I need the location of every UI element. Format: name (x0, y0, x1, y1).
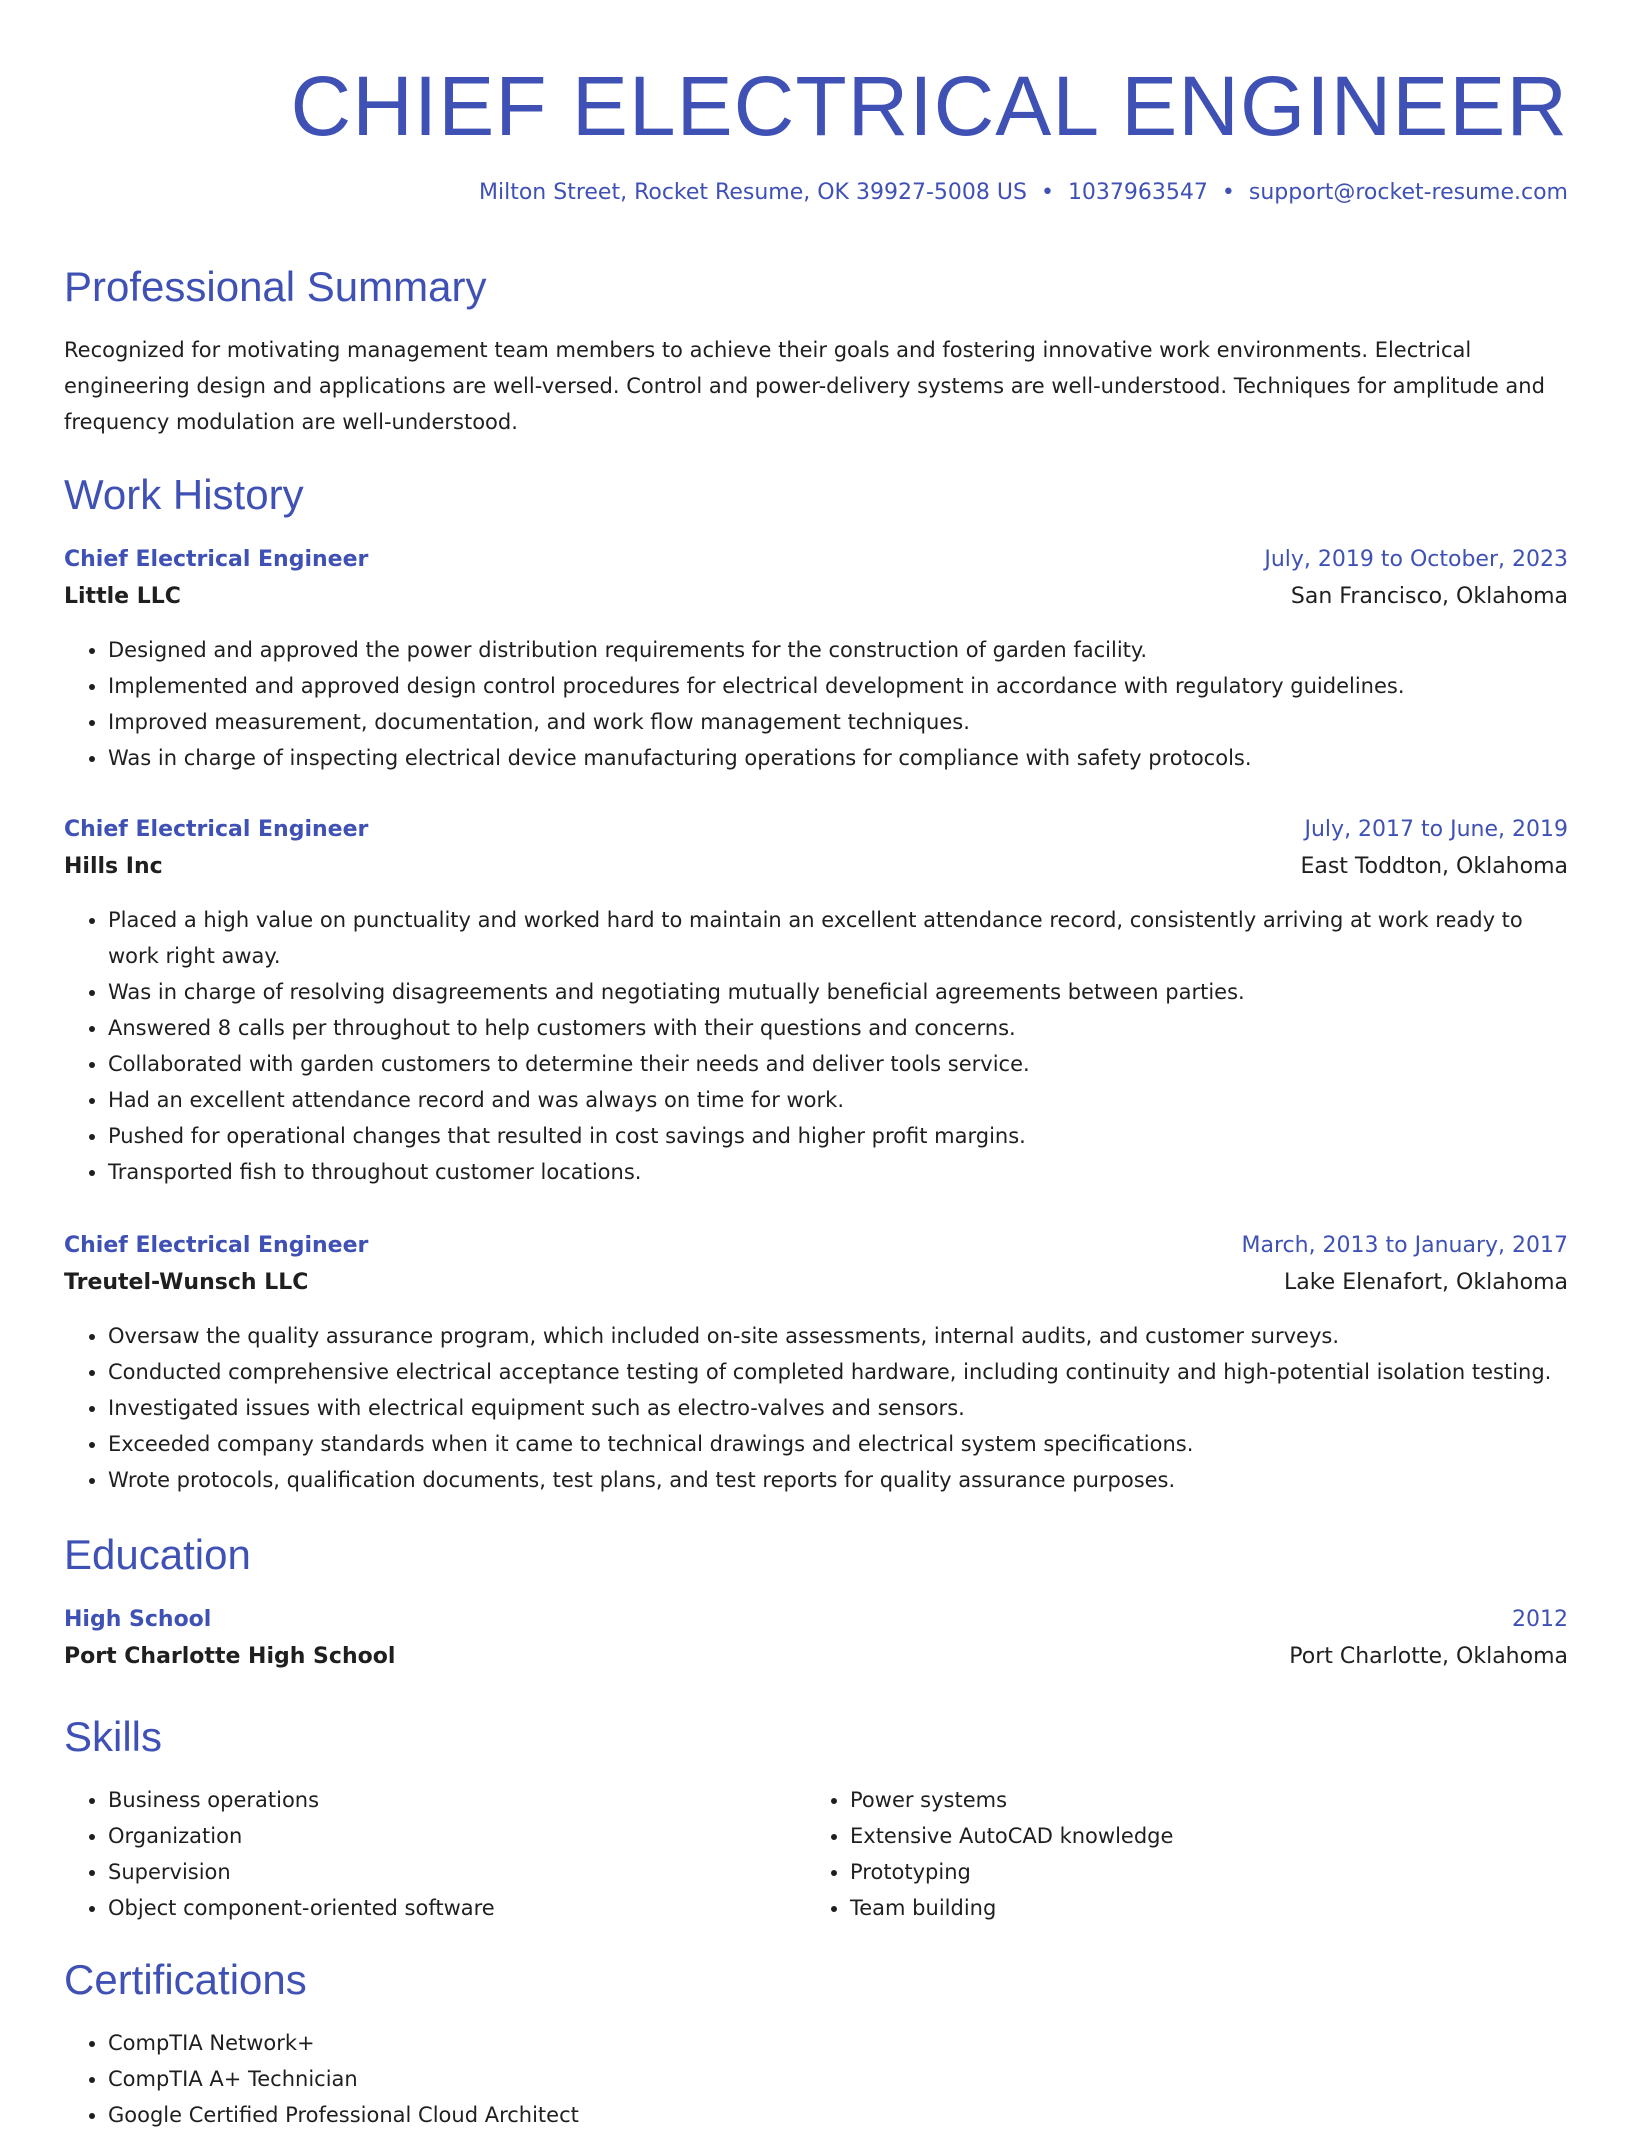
list-item: • Answered 8 calls per throughout to help customers with their questions and concerns. (108, 1010, 1568, 1046)
job-dates: July, 2019 to October, 2023 (1264, 547, 1568, 572)
list-item: • Extensive AutoCAD knowledge (850, 1818, 1550, 1854)
list-item: • CompTIA Network+ (108, 2025, 1568, 2061)
job-location: Lake Elenafort, Oklahoma (1283, 1270, 1568, 1295)
list-item: • Investigated issues with electrical equipment such as electro-valves and sensors. (108, 1390, 1568, 1426)
certifications-heading: Certifications (64, 1956, 307, 2003)
list-item: • Exceeded company standards when it came to technical drawings and electrical system specifications. (108, 1426, 1568, 1462)
skills-column-2 (806, 1782, 1550, 1926)
list-item: • Placed a high value on punctuality and worked hard to maintain an excellent attendance record, consistently arriving at work ready to work right away. (108, 902, 1568, 974)
list-item: • Transported fish to throughout customer locations. (108, 1154, 1568, 1190)
job-entry (64, 812, 1568, 1190)
skills-column-1 (64, 1782, 806, 1926)
company-name: Little LLC (64, 584, 181, 609)
job-dates: July, 2017 to June, 2019 (1304, 817, 1568, 842)
list-item: • Object component-oriented software (108, 1890, 806, 1926)
list-item: • Conducted comprehensive electrical acceptance testing of completed hardware, including continuity and high-potential isolation testing. (108, 1354, 1568, 1390)
list-item: • Wrote protocols, qualification documents, test plans, and test reports for quality assurance purposes. (108, 1462, 1568, 1498)
job-location: San Francisco, Oklahoma (1290, 584, 1568, 609)
list-item: • Improved measurement, documentation, and work flow management techniques. (108, 704, 1568, 740)
list-item: • Google Certified Professional Cloud Architect (108, 2097, 1568, 2133)
school-location: Port Charlotte, Oklahoma (1289, 1644, 1568, 1669)
job-entry (64, 1228, 1568, 1498)
certifications-section (64, 1955, 1568, 2133)
summary-text: Recognized for motivating management team members to achieve their goals and fostering innovative work environments. Electrical engineering design and applications are well-versed. Control and power-delivery systems are well-understood. Techniques for amplitude and frequency modulation are well-understood. (64, 338, 1545, 434)
separator-2: • (1221, 180, 1235, 205)
resume-page (64, 0, 1568, 2127)
job-bullets (64, 1318, 1568, 1498)
company-name: Hills Inc (64, 854, 163, 879)
list-item: • Collaborated with garden customers to determine their needs and deliver tools service. (108, 1046, 1568, 1082)
education-heading: Education (64, 1531, 251, 1578)
skills-columns (64, 1782, 1568, 1926)
skills-heading: Skills (64, 1713, 163, 1760)
separator-1: • (1040, 180, 1054, 205)
skills-section (64, 1712, 1568, 1926)
list-item: • CompTIA A+ Technician (108, 2061, 1568, 2097)
work-section (64, 470, 1568, 520)
job-dates: March, 2013 to January, 2017 (1241, 1233, 1568, 1258)
list-item: • Had an excellent attendance record and was always on time for work. (108, 1082, 1568, 1118)
list-item: • Designed and approved the power distribution requirements for the construction of garden facility. (108, 632, 1568, 668)
address: Milton Street, Rocket Resume, OK 39927-5008 US (479, 180, 1027, 205)
email: support@rocket-resume.com (1248, 180, 1568, 205)
job-bullets (64, 902, 1568, 1190)
list-item: • Was in charge of inspecting electrical device manufacturing operations for compliance with safety protocols. (108, 740, 1568, 776)
list-item: • Prototyping (850, 1854, 1550, 1890)
job-location: East Toddton, Oklahoma (1300, 854, 1568, 879)
school-name: Port Charlotte High School (64, 1644, 396, 1669)
list-item: • Supervision (108, 1854, 806, 1890)
list-item: • Business operations (108, 1782, 806, 1818)
job-title: Chief Electrical Engineer (64, 547, 369, 572)
list-item: • Power systems (850, 1782, 1550, 1818)
resume-header (64, 56, 1568, 205)
job-entry (64, 542, 1568, 776)
list-item: • Oversaw the quality assurance program, which included on-site assessments, internal audits, and customer surveys. (108, 1318, 1568, 1354)
list-item: • Organization (108, 1818, 806, 1854)
list-item: • Pushed for operational changes that resulted in cost savings and higher profit margins. (108, 1118, 1568, 1154)
phone: 1037963547 (1067, 180, 1208, 205)
education-section (64, 1530, 1568, 1676)
summary-heading: Professional Summary (64, 263, 487, 310)
job-bullets (64, 632, 1568, 776)
page-title: CHIEF ELECTRICAL ENGINEER (290, 59, 1568, 153)
contact-line (479, 178, 1568, 208)
certifications-list (64, 2025, 1568, 2133)
education-year: 2012 (1512, 1607, 1568, 1632)
job-title: Chief Electrical Engineer (64, 817, 369, 842)
work-heading: Work History (64, 471, 304, 518)
degree: High School (64, 1607, 212, 1632)
summary-section (64, 262, 1568, 440)
job-title: Chief Electrical Engineer (64, 1233, 369, 1258)
company-name: Treutel-Wunsch LLC (64, 1270, 309, 1295)
list-item: • Was in charge of resolving disagreements and negotiating mutually beneficial agreements between parties. (108, 974, 1568, 1010)
list-item: • Implemented and approved design control procedures for electrical development in accordance with regulatory guidelines. (108, 668, 1568, 704)
list-item: • Team building (850, 1890, 1550, 1926)
